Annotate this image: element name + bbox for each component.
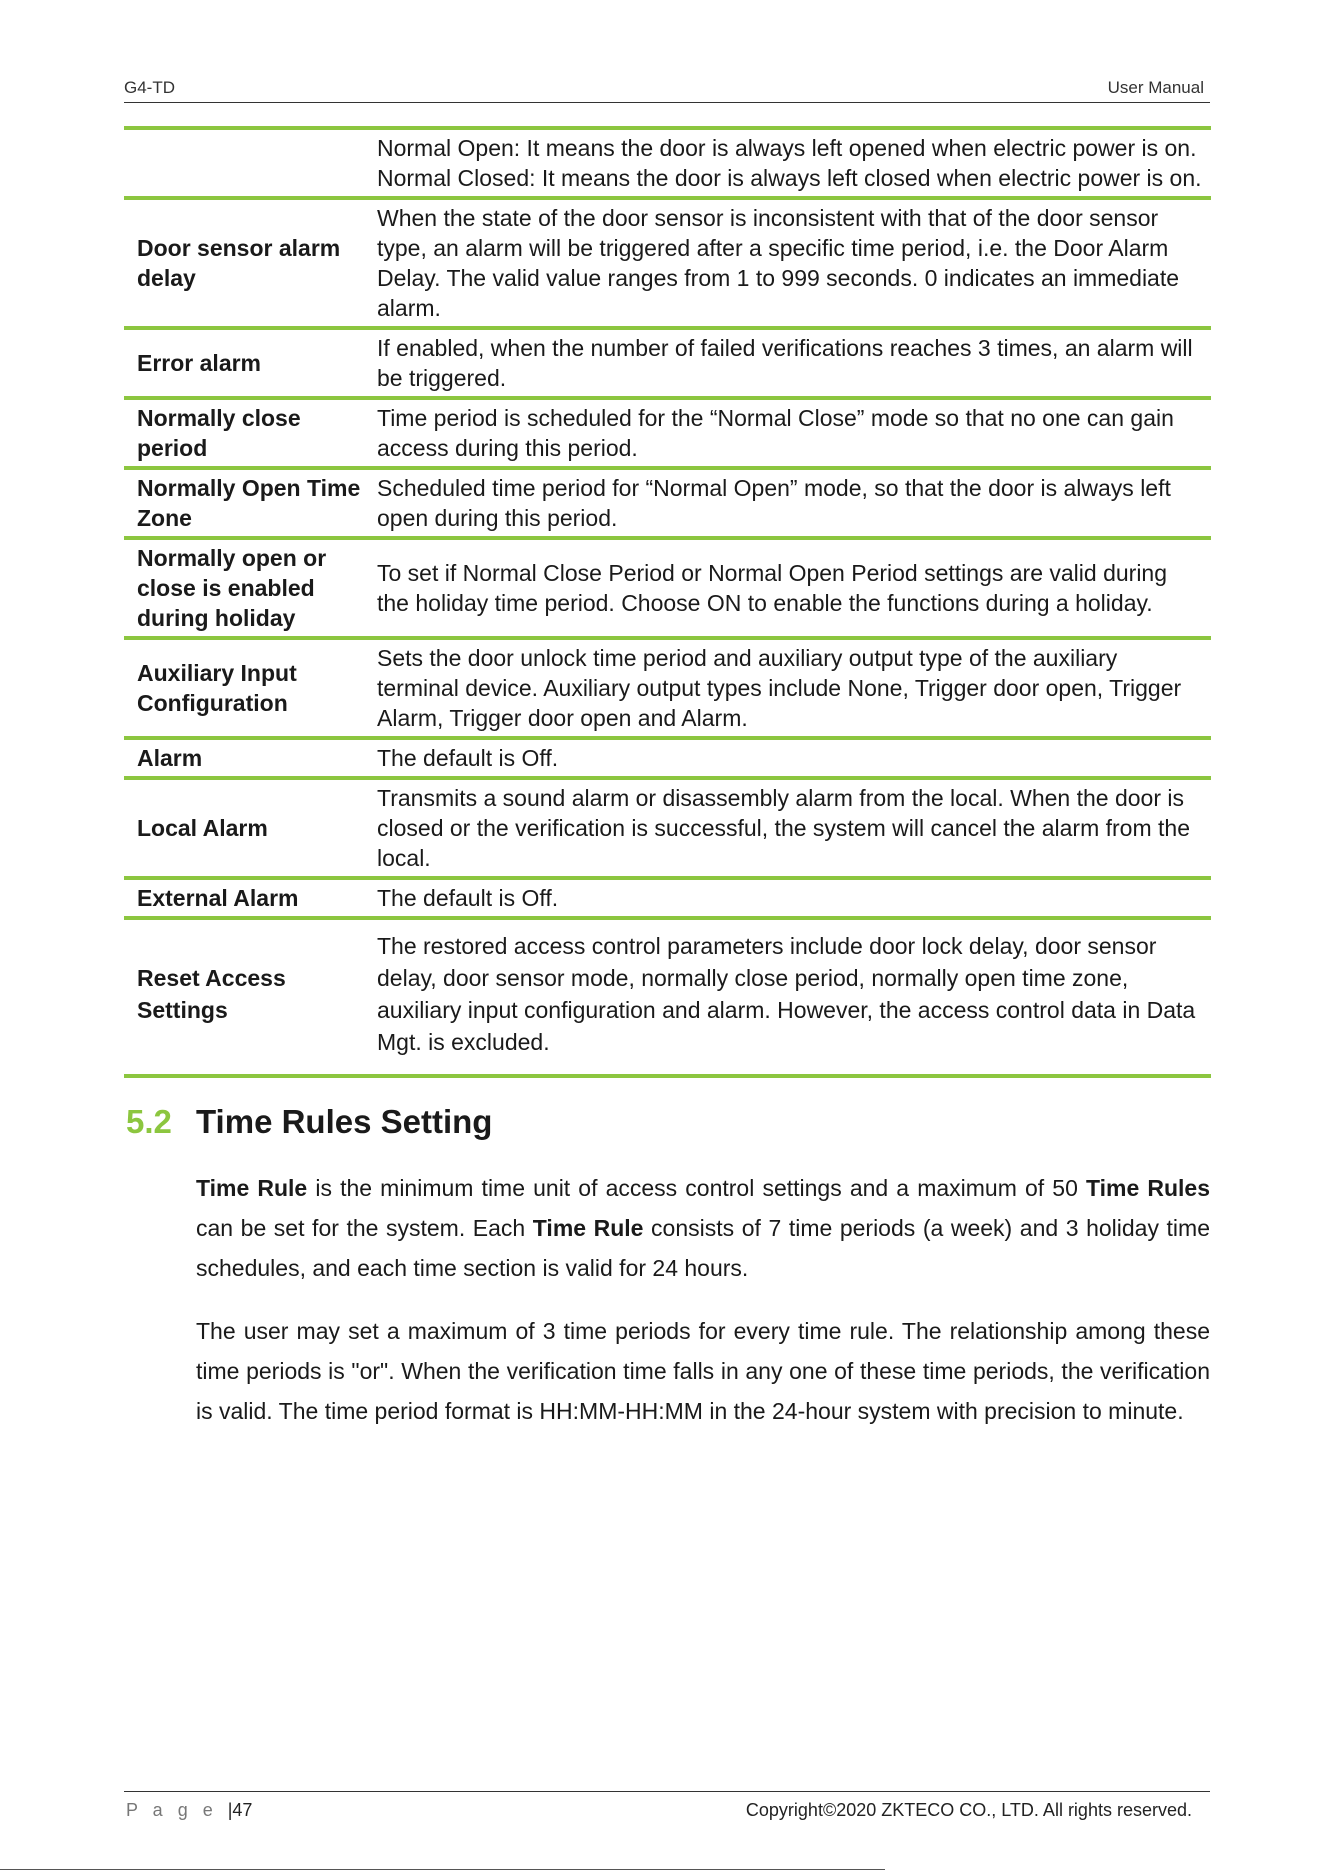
desc-line-normal-open: Normal Open: It means the door is always left opened when electric power is on. xyxy=(377,135,1197,161)
table-row xyxy=(124,878,1211,918)
table-row xyxy=(124,738,1211,778)
bottom-divider xyxy=(0,1869,885,1870)
param-label: Alarm xyxy=(124,738,367,778)
section-heading xyxy=(126,1103,492,1141)
param-description: If enabled, when the number of failed verifications reaches 3 times, an alarm will be triggered. xyxy=(367,328,1211,398)
param-label: Error alarm xyxy=(124,328,367,398)
table-row xyxy=(124,918,1211,1076)
paragraph-text: consists of 7 time periods (a week) and 3 holiday time schedules, and each time section is valid for 24 hours. xyxy=(196,1215,1210,1281)
desc-line-normal-closed: Normal Closed: It means the door is always left closed when electric power is on. xyxy=(377,165,1202,191)
table-row xyxy=(124,468,1211,538)
param-description: The restored access control parameters include door lock delay, door sensor delay, door sensor mode, normally close period, normally open time zone, auxiliary input configuration and alarm. However, the access control data in Data Mgt. is excluded. xyxy=(367,918,1211,1076)
table-row xyxy=(124,778,1211,878)
param-description: Scheduled time period for “Normal Open” mode, so that the door is always left open during this period. xyxy=(367,468,1211,538)
page-label: P a g e xyxy=(126,1800,218,1820)
param-description: Transmits a sound alarm or disassembly alarm from the local. When the door is closed or the verification is successful, the system will cancel the alarm from the local. xyxy=(367,778,1211,878)
page-header xyxy=(124,74,1210,103)
param-label xyxy=(124,128,367,198)
paragraph-text: is the minimum time unit of access control settings and a maximum of 50 xyxy=(307,1175,1086,1201)
param-label: Normally Open Time Zone xyxy=(124,468,367,538)
param-label: External Alarm xyxy=(124,878,367,918)
param-description: Time period is scheduled for the “Normal Close” mode so that no one can gain access during this period. xyxy=(367,398,1211,468)
param-label: Door sensor alarm delay xyxy=(124,198,367,328)
paragraph-time-periods: The user may set a maximum of 3 time periods for every time rule. The relationship among these time periods is "or". When the verification time falls in any one of these time periods, the verification is valid. The time period format is HH:MM-HH:MM in the 24-hour system with precision to minute. xyxy=(196,1318,1210,1424)
page-num: |47 xyxy=(227,1800,253,1820)
param-description: Sets the door unlock time period and auxiliary output type of the auxiliary terminal device. Auxiliary output types include None, Trigger door open, Trigger Alarm, Trigger door open and Alarm. xyxy=(367,638,1211,738)
copyright: Copyright©2020 ZKTECO CO., LTD. All rights reserved. xyxy=(745,1800,1192,1820)
term-time-rules: Time Rules xyxy=(1085,1175,1210,1201)
param-description: When the state of the door sensor is inconsistent with that of the door sensor type, an alarm will be triggered after a specific time period, i.e. the Door Alarm Delay. The valid value ranges from 1 to 999 seconds. 0 indicates an immediate alarm. xyxy=(367,198,1211,328)
page-number xyxy=(126,1800,252,1821)
paragraph-text: can be set for the system. Each xyxy=(196,1215,533,1241)
table-row xyxy=(124,638,1211,738)
param-description: To set if Normal Close Period or Normal Open Period settings are valid during the holiday time period. Choose ON to enable the functions during a holiday. xyxy=(367,538,1211,638)
doc-model: G4-TD xyxy=(124,78,175,97)
section-title: Time Rules Setting xyxy=(196,1103,493,1140)
term-time-rule: Time Rule xyxy=(532,1215,644,1241)
param-description: The default is Off. xyxy=(367,878,1211,918)
page-footer xyxy=(124,1791,1210,1820)
parameters-table xyxy=(124,126,1211,1078)
section-number: 5.2 xyxy=(126,1103,172,1140)
table-row xyxy=(124,328,1211,398)
param-label: Normally close period xyxy=(124,398,367,468)
table-row xyxy=(124,128,1211,198)
param-label: Auxiliary Input Configuration xyxy=(124,638,367,738)
paragraph-time-rule xyxy=(196,1168,1210,1288)
term-time-rule: Time Rule xyxy=(196,1175,308,1201)
param-description: The default is Off. xyxy=(367,738,1211,778)
table-row xyxy=(124,538,1211,638)
param-description xyxy=(367,128,1211,198)
param-label: Normally open or close is enabled during holiday xyxy=(124,538,367,638)
param-label: Reset Access Settings xyxy=(124,918,367,1076)
table-row xyxy=(124,398,1211,468)
param-label: Local Alarm xyxy=(124,778,367,878)
table-row xyxy=(124,198,1211,328)
doc-type: User Manual xyxy=(1107,78,1204,97)
